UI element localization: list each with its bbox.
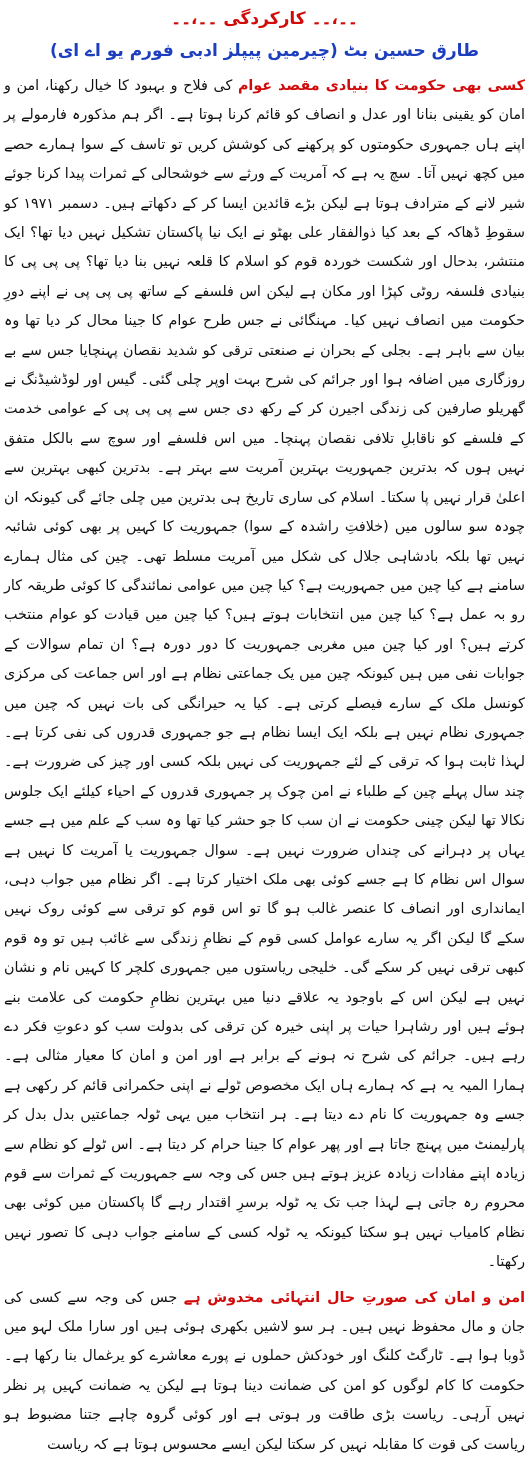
article: [4, 4, 525, 1453]
article-paragraph-2: [4, 1284, 525, 1460]
paragraph-1-lead: کسی بھی حکومت کا بنیادی مقصد عوام: [237, 78, 525, 94]
paragraph-2-lead: امن و امان کی صورتِ حال انتہائی مخدوش ہے: [183, 1289, 525, 1306]
paragraph-2-text: جس کی وجہ سے کسی کی جان و مال محفوظ نہیں ہیں۔ ہر سو لاشیں بکھری ہوئی ہیں اور سارا ملک لہو میں ڈوبا ہوا ہے۔ ٹارگٹ کلنگ اور خودکش حملوں نے پورے معاشرے کو یرغمال بنا رکھا ہے۔ حکومت کا کام لوگوں کو امن کی ضمانت دینا ہوتا ہے لیکن یہ ضمانت کہیں پر نظر نہیں آرہی۔ ریاست بڑی طاقت ور ہوتی ہے اور کوئی گروہ چاہے جتنا مضبوط ہو ریاست کی قوت کا مقابلہ نہیں کر سکتا لیکن ایسے محسوس ہوتا ہے کہ ریاست: [4, 1289, 525, 1453]
paragraph-1-text: کی فلاح و بہبود کا خیال رکھنا، امن و امان کو یقینی بنانا اور عدل و انصاف کو قائم کرنا ہوتا ہے۔ اگر ہم مذکورہ فارمولے پر اپنے ہاں جمہوری حکومتوں کو پرکھنے کی کوشش کریں تو تاسف کے سوا ہمارے حصے میں کچھ نہیں آتا۔ سچ یہ ہے کہ آمریت کے ورثے سے خوشحالی کے ثمرات پیدا کرنا جوئے شیر لانے کے مترادف ہوتا ہے لیکن بڑے قائدین ایسا کر کے دکھاتے ہیں۔ دسمبر ۱۹۷۱ کو سقوطِ ڈھاکہ کے بعد کیا ذوالفقار علی بھٹو نے ایک نیا پاکستان تشکیل نہیں دیا تھا؟ ایک منتشر، بدحال اور شکست خوردہ قوم کو اسلام کا قلعہ نہیں بنا دیا تھا؟ پی پی پی کا بنیادی فلسفہ روٹی کپڑا اور مکان ہے لیکن اس فلسفے کے ساتھ پی پی پی نے اپنے دورِ حکومت میں انصاف نہیں کیا۔ مہنگائی نے جس طرح عوام کا جینا محال کر دیا تھا وہ بیان سے باہر ہے۔ بجلی کے بحران نے صنعتی ترقی کو شدید نقصان پہنچایا جس سے بے روزگاری میں اضافہ ہوا اور جرائم کی شرح بہت اوپر چلی گئی۔ گیس اور لوڈشیڈنگ نے گھریلو صارفین کی زندگی اجیرن کر کے رکھ دی جس سے پی پی پی کے عوامی خدمت کے فلسفے کو ناقابلِ تلافی نقصان پہنچا۔ میں اس فلسفے اور سوچ سے بالکل متفق نہیں ہوں کہ بدترین جمہوریت بہترین آمریت سے بہتر ہے۔ بدترین کبھی بہترین سے اعلیٰ قرار نہیں پا سکتا۔ اسلام کی ساری تاریخ ہی بدترین میں چلی جائے گی کیونکہ ان چودہ سو سالوں میں (خلافتِ راشدہ کے سوا) جمہوریت کا کہیں پر بھی کوئی شائبہ نہیں تھا بلکہ بادشاہی جلال کی شکل میں آمریت مسلط تھی۔ چین کی مثال ہمارے سامنے ہے کیا چین میں جمہوریت ہے؟ کیا چین میں عوامی نمائندگی کا کوئی طریقہ کار رو بہ عمل ہے؟ کیا چین میں انتخابات ہوتے ہیں؟ کیا چین میں قیادت کو عوام منتخب کرتے ہیں؟ اور کیا چین میں مغربی جمہوریت کا دور دورہ ہے؟ ان تمام سوالات کے جوابات نفی میں ہیں کیونکہ چین میں یک جماعتی نظام ہے اور اس جماعت کی مرکزی کونسل ملک کے سارے فیصلے کرتی ہے۔ کیا یہ حیرانگی کی بات نہیں کہ چین میں جمہوری نظام نہیں ہے بلکہ ایک ایسا نظام ہے جو جمہوری قدروں کی نفی کرتا ہے۔ لہذا ثابت ہوا کہ ترقی کے لئے جمہوریت کی نہیں بلکہ کسی اور چیز کی ضرورت ہے۔ چند سال پہلے چین کے طلباء نے امن چوک پر جمہوری قدروں کے احیاء کیلئے ایک جلوس نکالا تھا لیکن چینی حکومت نے ان سب کا جو حشر کیا تھا وہ سب کے علم میں ہے جسے یہاں پر دہرانے کی چنداں ضرورت نہیں ہے۔ سوال جمہوریت یا آمریت کا نہیں ہے سوال اس نظام کا ہے جسے کوئی بھی ملک اختیار کرتا ہے۔ اگر نظام میں جواب دہی، ایمانداری اور انصاف کا عنصر غالب ہو گا تو اس قوم کو ترقی سے کوئی روک نہیں سکے گا لیکن اگر یہ سارے عوامل کسی قوم کے نظامِ زندگی سے غائب ہیں تو وہ قوم کبھی ترقی نہیں کر سکے گی۔ خلیجی ریاستوں میں جمہوری کلچر کا کہیں نام و نشان نہیں ہے لیکن اس کے باوجود یہ علاقے دنیا میں بہترین نظامِ حکومت کی علامت بنے ہوئے ہیں اور رشاہرا حیات پر اپنی خیرہ کن ترقی کی بدولت سب کو دعوتِ فکر دے رہے ہیں۔ جرائم کی شرح نہ ہونے کے برابر ہے اور امن و امان کا معیار مثالی ہے۔ ہمارا المیہ یہ ہے کہ ہمارے ہاں ایک مخصوص ٹولے نے اپنی حکمرانی قائم کر رکھی ہے جسے وہ جمہوریت کا نام دے دیتا ہے۔ ہر انتخاب میں یہی ٹولہ جماعتیں بدل بدل کر پارلیمنٹ میں پہنچ جاتا ہے اور پھر عوام کا جینا حرام کر دیتا ہے۔ اس ٹولے کو نظام سے زیادہ اپنے مفادات زیادہ عزیز ہوتے ہیں جس کی وجہ سے جمہوریت کے ثمرات سے قوم محروم رہ جاتی ہے لہذا جب تک یہ ٹولہ برسرِ اقتدار رہے گا پاکستان میں کوئی بھی نظام کامیاب نہیں ہو سکتا کیونکہ یہ ٹولہ کسی کے سامنے جواب دہی کا تصور نہیں رکھتا۔: [4, 78, 525, 1271]
article-paragraph-1: [4, 72, 525, 1278]
column-title: ۔۔،۔۔ کارکردگی ۔۔،۔۔: [171, 9, 358, 29]
author-byline: طارق حسین بٹ (چیرمین پیپلز ادبی فورم یو اے ای): [49, 41, 480, 61]
